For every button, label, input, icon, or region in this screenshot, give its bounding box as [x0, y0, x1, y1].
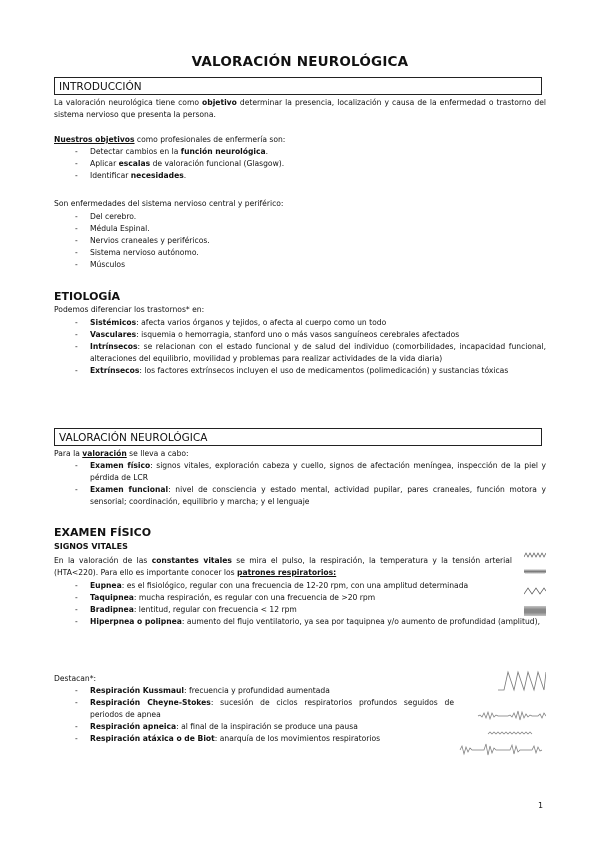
list-item: - Aplicar escalas de valoración funcional (Glasgow). [54, 158, 546, 170]
subheading-signos-vitales: SIGNOS VITALES [54, 542, 128, 551]
bradipnea-wave [524, 588, 546, 594]
etiologia-list [54, 317, 546, 377]
enfermedades-intro: Son enfermedades del sistema nervioso central y periférico: [54, 199, 284, 208]
section-heading-examen-fisico: EXAMEN FÍSICO [54, 526, 152, 539]
section-heading-etiologia: ETIOLOGÍA [54, 290, 121, 303]
special-patterns-illustration [458, 668, 546, 758]
list-item: - Eupnea: es el fisiológico, regular con una frecuencia de 12-20 rpm, con una amplitud determinada [54, 580, 508, 592]
apneica-wave [488, 732, 532, 734]
cheyne-stokes-wave [478, 711, 546, 720]
intro-paragraph: La valoración neurológica tiene como objetivo determinar la presencia, localización y causa de la enfermedad o trastorno del sistema nervioso que presenta la persona. [54, 98, 546, 119]
kussmaul-wave [498, 672, 546, 690]
objetivos-list [54, 146, 546, 182]
objetivos-intro: Nuestros objetivos como profesionales de enfermería son: [54, 135, 286, 144]
list-item: - Detectar cambios en la función neurológica. [54, 146, 546, 158]
list-item: - Sistémicos: afecta varios órganos y tejidos, o afecta al cuerpo como un todo [54, 317, 546, 329]
list-item: - Respiración Cheyne-Stokes: sucesión de ciclos respiratorios profundos seguidos de periodos de apnea [54, 697, 454, 721]
patrones-list [54, 580, 546, 628]
page-title: VALORACIÓN NEUROLÓGICA [191, 54, 409, 70]
list-item: - Vasculares: isquemia o hemorragia, stanford uno o más vasos sanguíneos cerebrales afectados [54, 329, 546, 341]
list-item: - Del cerebro. [54, 211, 546, 223]
valoracion-intro: Para la valoración se lleva a cabo: [54, 449, 189, 458]
list-item: - Sistema nervioso autónomo. [54, 247, 546, 259]
enfermedades-list [54, 211, 546, 271]
list-item: - Examen físico: signos vitales, exploración cabeza y cuello, signos de afectación meníngea, inspección de la piel y pérdida de LCR [54, 460, 546, 484]
signos-vitales-paragraph: En la valoración de las constantes vitales se mira el pulso, la respiración, la temperatura y la tensión arterial (HTA<220). Para ello es importante conocer los patrones respiratorios: [54, 556, 512, 577]
list-item: - Extrínsecos: los factores extrínsecos incluyen el uso de medicamentos (polimedicación) y sustancias tóxicas [54, 365, 546, 377]
valoracion-list [54, 460, 546, 508]
list-item: - Respiración Kussmaul: frecuencia y profundidad aumentada [54, 685, 454, 697]
list-item: - Identificar necesidades. [54, 170, 546, 182]
list-item: - Intrínsecos: se relacionan con el estado funcional y de salud del individuo (comorbilidades, incapacidad funcional, alteraciones del equilibrio, movilidad y problemas para realizar actividades de la vida diaria) [54, 341, 546, 365]
list-item: - Respiración apneica: al final de la inspiración se produce una pausa [54, 721, 454, 733]
respiratory-patterns-illustration [524, 548, 546, 634]
list-item: - Médula Espinal. [54, 223, 546, 235]
list-item: - Músculos [54, 259, 546, 271]
list-item: - Examen funcional: nivel de consciencia y estado mental, actividad pupilar, pares craneales, función motora y sensorial; coordinación, equilibrio y marcha; y el lenguaje [54, 484, 546, 508]
eupnea-wave [524, 553, 546, 557]
destacan-label: Destacan*: [54, 674, 97, 683]
section-heading-introduccion: INTRODUCCIÓN [54, 77, 542, 95]
hiperpnea-wave [524, 606, 546, 616]
page-number: 1 [538, 801, 544, 810]
list-item: - Hiperpnea o polipnea: aumento del flujo ventilatorio, ya sea por taquipnea y/o aumento de profundidad (amplitud), [54, 616, 546, 628]
list-item: - Taquipnea: mucha respiración, es regular con una frecuencia de >20 rpm [54, 592, 508, 604]
destacan-list [54, 685, 454, 745]
list-item: - Respiración atáxica o de Biot: anarquía de los movimientos respiratorios [54, 733, 454, 745]
taquipnea-wave [524, 570, 546, 573]
biot-wave [460, 744, 542, 755]
etiologia-intro: Podemos diferenciar los trastornos* en: [54, 305, 205, 314]
list-item: - Nervios craneales y periféricos. [54, 235, 546, 247]
list-item: - Bradipnea: lentitud, regular con frecuencia < 12 rpm [54, 604, 546, 616]
section-heading-valoracion: VALORACIÓN NEUROLÓGICA [54, 428, 542, 446]
